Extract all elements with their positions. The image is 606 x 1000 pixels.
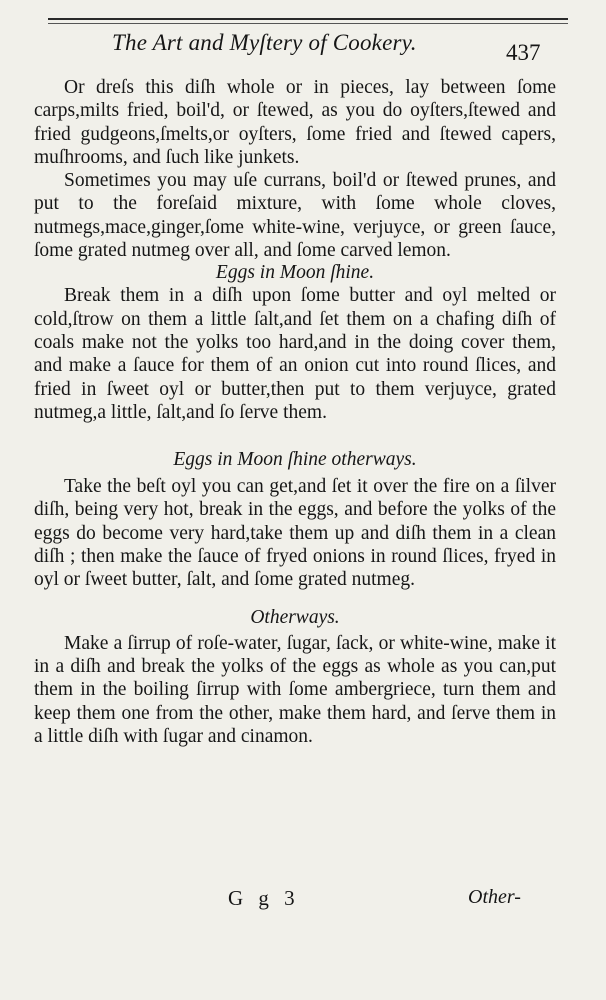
paragraph: Break them in a diſh upon ſome butter and oyl melted or cold,ſtrow on them a little ſalt,and ſet them on a chafing diſh of coals make not the yolks too hard,and in the doing cover them, and make a ſauce for them of an onion cut into round ſlices, and fried in ſweet oyl or butter,then put to them verjuyce, grated nutmeg,a little, ſalt,and ſo ſerve them. <box>34 285 556 423</box>
body-text <box>34 76 556 748</box>
running-head: The Art and Myſtery of Cookery. <box>112 30 417 55</box>
paragraph: Sometimes you may uſe currans, boil'd or ſtewed prunes, and put to the foreſaid mixture, with ſome whole cloves, nutmegs,mace,ginger,ſome white-wine, verjuyce, or green ſauce, ſome grated nutmeg over all, and ſome carved lemon. <box>34 170 556 262</box>
top-rule-thin <box>48 23 568 24</box>
page-number: 437 <box>506 40 541 65</box>
catchword: Other- <box>468 886 521 908</box>
recipe-heading: Eggs in Moon ſhine. <box>215 262 375 284</box>
paragraph: Take the beſt oyl you can get,and ſet it over the fire on a ſilver diſh, being very hot, break in the eggs, and before the yolks of the eggs do become very hard,take them up and diſh them in a clean diſh ; then make the ſauce of fryed onions in round ſlices, fryed in oyl or ſweet butter, ſalt, and ſome grated nutmeg. <box>34 476 556 591</box>
page-footer <box>0 886 606 916</box>
recipe-heading: Eggs in Moon ſhine otherways. <box>173 449 417 471</box>
paragraph: Or dreſs this diſh whole or in pieces, lay between ſome carps,milts fried, boil'd, or ſtewed, as you do oyſters,ſtewed and fried gudgeons,ſmelts,or oyſters, ſome fried and ſtewed capers, muſhrooms, and ſuch like junkets. <box>34 77 556 168</box>
paragraph: Make a ſirrup of roſe-water, ſugar, ſack, or white-wine, make it in a diſh and break the yolks of the eggs as whole as you can,put them in the boiling ſirrup with ſome ambergriece, turn them and keep them one from the other, make them hard, and ſerve them in a little diſh with ſugar and cinamon. <box>34 632 556 747</box>
top-rule <box>48 18 568 20</box>
recipe-heading: Otherways. <box>250 606 340 628</box>
signature-mark: G g 3 <box>228 886 300 910</box>
